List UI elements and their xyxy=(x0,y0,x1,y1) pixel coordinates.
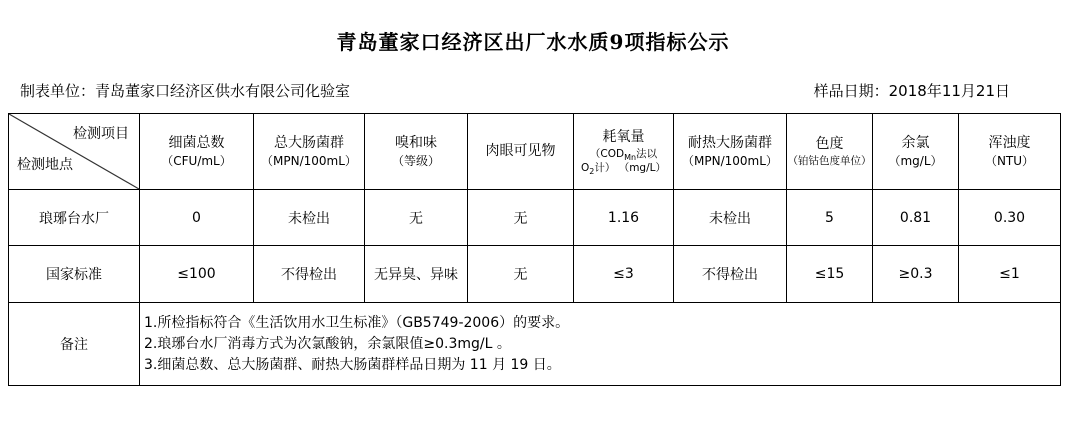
data-cell: 无 xyxy=(365,190,468,246)
data-cell: 不得检出 xyxy=(254,246,365,303)
column-unit: （等级） xyxy=(391,153,440,168)
data-cell: 1.16 xyxy=(574,190,674,246)
data-cell: 0.30 xyxy=(959,190,1061,246)
data-cell: 无 xyxy=(468,190,574,246)
remarks-row xyxy=(9,303,1061,386)
column-name: 耗氧量 xyxy=(602,129,645,145)
table-row-national-standard xyxy=(9,246,1061,303)
header-cell-residual-chlorine xyxy=(873,114,959,190)
column-name: 色度 xyxy=(815,136,844,152)
water-quality-table xyxy=(8,113,1061,386)
data-cell: 未检出 xyxy=(674,190,787,246)
header-cell-odor-taste xyxy=(365,114,468,190)
data-cell: 5 xyxy=(787,190,873,246)
column-name: 嗅和味 xyxy=(395,134,437,151)
meta-row xyxy=(20,80,1010,101)
sample-date-label: 样品日期：2018年11月21日 xyxy=(813,82,1010,100)
column-unit: $O_2$计） （mg/L） xyxy=(581,162,666,177)
remarks-line: 1.所检指标符合《生活饮用水卫生标准》（GB5749-2006）的要求。 xyxy=(144,314,570,331)
data-cell: 无 xyxy=(468,246,574,303)
column-name: 浑浊度 xyxy=(988,134,1031,151)
data-cell: 无异臭、异味 xyxy=(365,246,468,303)
data-cell: 未检出 xyxy=(254,190,365,246)
header-cell-turbidity xyxy=(959,114,1061,190)
data-cell: 0.81 xyxy=(873,190,959,246)
header-row xyxy=(9,114,1061,190)
column-unit: （$COD_{Mn}$法以 xyxy=(589,148,658,163)
data-cell: ≤100 xyxy=(140,246,254,303)
corner-label-inspection-site: 检测地点 xyxy=(17,157,73,173)
column-name: 细菌总数 xyxy=(168,134,225,151)
header-cell-chromaticity xyxy=(787,114,873,190)
remarks-line: 3.细菌总数、总大肠菌群、耐热大肠菌群样品日期为 11 月 19 日。 xyxy=(144,356,561,373)
remarks-label: 备注 xyxy=(9,303,140,386)
subscript-2: 2 xyxy=(589,167,595,177)
data-cell: ≥0.3 xyxy=(873,246,959,303)
data-cell: ≤15 xyxy=(787,246,873,303)
table-row-langyatai xyxy=(9,190,1061,246)
corner-label-inspection-item: 检测项目 xyxy=(73,126,129,142)
header-cell-total-coliform xyxy=(254,114,365,190)
column-unit: （铂钴色度单位） xyxy=(787,155,872,167)
column-name: 总大肠菌群 xyxy=(274,134,344,151)
header-cell-visible-matter xyxy=(468,114,574,190)
remarks-line: 2.琅琊台水厂消毒方式为次氯酸钠，余氯限值≥0.3mg/L 。 xyxy=(144,335,511,352)
column-name: 耐热大肠菌群 xyxy=(688,134,772,151)
column-unit: （NTU） xyxy=(984,153,1035,168)
remarks-body xyxy=(140,303,1061,386)
column-name: 余氯 xyxy=(901,134,930,151)
header-cell-bacteria-count xyxy=(140,114,254,190)
corner-cell xyxy=(9,114,140,190)
data-cell: 0 xyxy=(140,190,254,246)
column-name: 肉眼可见物 xyxy=(485,143,556,159)
column-unit: （mg/L） xyxy=(888,153,943,168)
header-cell-oxygen-consumption xyxy=(574,114,674,190)
row-label-national-standard: 国家标准 xyxy=(9,246,140,303)
header-cell-thermotolerant-coliform xyxy=(674,114,787,190)
column-unit: （MPN/100mL） xyxy=(682,153,778,168)
data-cell: ≤1 xyxy=(959,246,1061,303)
subscript-mn: Mn xyxy=(624,153,637,163)
data-cell: 不得检出 xyxy=(674,246,787,303)
prepared-by-label: 制表单位：青岛董家口经济区供水有限公司化验室 xyxy=(20,82,351,100)
data-cell: ≤3 xyxy=(574,246,674,303)
row-label-langyatai: 琅琊台水厂 xyxy=(9,190,140,246)
column-unit: （CFU/mL） xyxy=(161,153,232,168)
column-unit: （MPN/100mL） xyxy=(261,153,357,168)
page-title: 青岛董家口经济区出厂水水质9项指标公示 xyxy=(336,30,730,54)
